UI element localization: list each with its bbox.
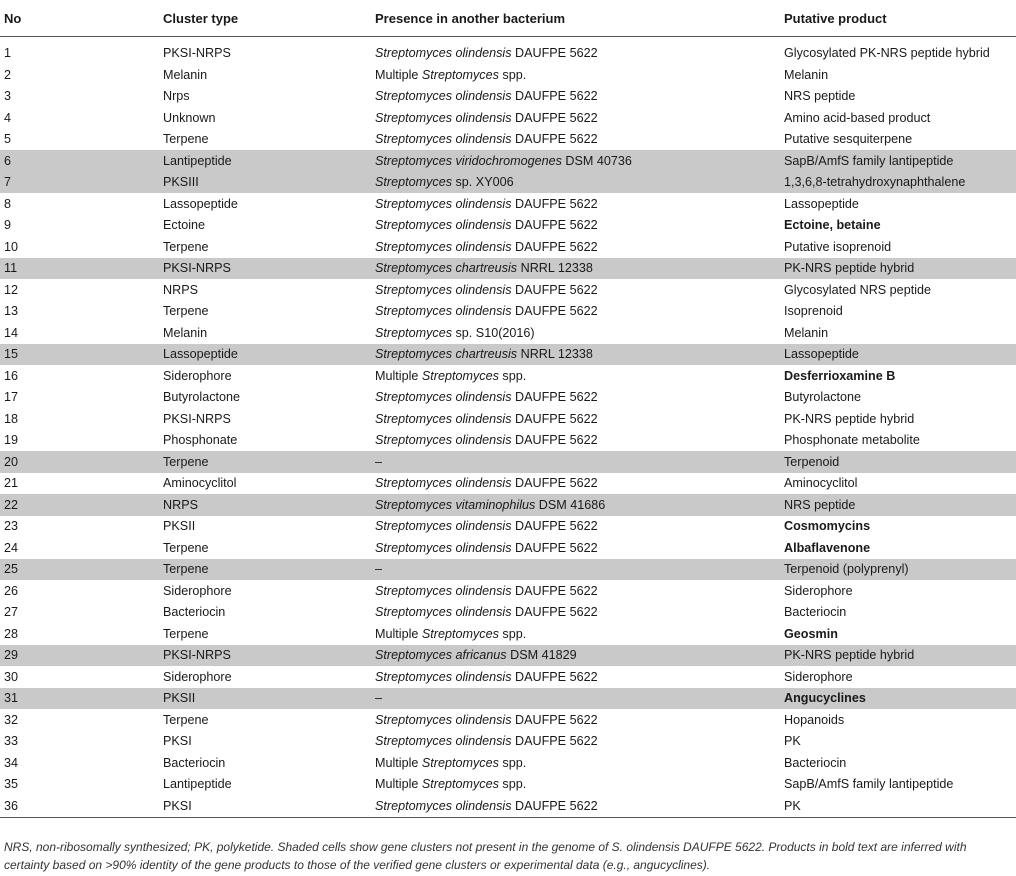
cell-no: 36 <box>0 795 163 817</box>
cell-no: 1 <box>4 45 12 60</box>
cell-product: NRS peptide <box>784 494 1016 516</box>
presence-prefix: Multiple <box>375 368 422 383</box>
cell-product: Siderophore <box>784 669 853 684</box>
species-name: Streptomyces <box>421 67 499 82</box>
strain-id: DAUFPE 5622 <box>511 476 598 491</box>
species-name: Streptomyces olindensis <box>375 218 512 233</box>
table-row <box>0 580 1016 602</box>
strain-id: DAUFPE 5622 <box>511 304 598 319</box>
table-row <box>0 344 1016 366</box>
strain-id: DAUFPE 5622 <box>511 196 598 211</box>
species-name: Streptomyces olindensis <box>375 476 512 491</box>
cell-no: 11 <box>0 258 163 280</box>
table-row <box>0 645 1016 667</box>
cell-cluster-type: NRPS <box>163 494 375 516</box>
strain-id: NRRL 12338 <box>517 347 593 362</box>
species-name: Streptomyces olindensis <box>375 110 512 125</box>
strain-id: spp. <box>498 67 527 82</box>
table-row <box>0 172 1016 194</box>
cell-no: 21 <box>4 476 19 491</box>
table-row <box>0 623 1016 645</box>
strain-id: DAUFPE 5622 <box>511 669 598 684</box>
species-name: Streptomyces olindensis <box>375 239 512 254</box>
table-footnote: NRS, non-ribosomally synthesized; PK, polyketide. Shaded cells show gene clusters not present in the genome of S. olindensis DAUFPE 5622. Products in bold text are inferred with certainty based on >90% identity of the gene products to those of the verified gene clusters or experimental data (e.g., angucyclines). <box>4 840 967 872</box>
species-name: Streptomyces olindensis <box>375 433 512 448</box>
cell-cluster-type: PKSI <box>163 795 375 817</box>
cell-no: 14 <box>4 325 19 340</box>
strain-id: spp. <box>498 368 527 383</box>
cell-presence <box>375 172 784 194</box>
cell-cluster-type: Butyrolactone <box>163 390 241 405</box>
strain-id: DAUFPE 5622 <box>511 110 598 125</box>
presence-prefix: Multiple <box>375 67 422 82</box>
species-name: Streptomyces <box>421 755 499 770</box>
cell-product: PK-NRS peptide hybrid <box>784 411 915 426</box>
table-row <box>0 559 1016 581</box>
cell-presence <box>375 236 784 258</box>
table-row <box>0 602 1016 624</box>
species-name: Streptomyces chartreusis <box>375 261 518 276</box>
species-name: Streptomyces viridochromogenes <box>375 153 562 168</box>
strain-id: DAUFPE 5622 <box>511 798 598 813</box>
cell-presence <box>375 365 784 387</box>
cell-product: Glycosylated PK-NRS peptide hybrid <box>784 45 990 60</box>
table-header-row <box>0 0 1016 37</box>
strain-id: DAUFPE 5622 <box>511 45 598 60</box>
species-name: Streptomyces africanus <box>375 648 507 663</box>
cell-cluster-type: PKSI-NRPS <box>163 645 375 667</box>
cell-product: Melanin <box>784 67 829 82</box>
strain-id: DAUFPE 5622 <box>511 89 598 104</box>
table-row <box>0 752 1016 774</box>
cell-cluster-type: Bacteriocin <box>163 755 226 770</box>
cell-product: PK-NRS peptide hybrid <box>784 258 1016 280</box>
cell-presence <box>375 580 784 602</box>
cell-no: 22 <box>0 494 163 516</box>
cell-presence <box>375 129 784 151</box>
cell-presence <box>375 258 784 280</box>
cell-product: Lassopeptide <box>784 196 859 211</box>
table-row <box>0 86 1016 108</box>
strain-id: NRRL 12338 <box>517 261 593 276</box>
cell-presence <box>375 37 784 65</box>
table-row <box>0 129 1016 151</box>
species-name: Streptomyces chartreusis <box>375 347 518 362</box>
species-name: Streptomyces olindensis <box>375 798 512 813</box>
cell-product: 1,3,6,8-tetrahydroxynaphthalene <box>784 172 1016 194</box>
table-row <box>0 666 1016 688</box>
cell-cluster-type: PKSI-NRPS <box>163 45 231 60</box>
strain-id: DAUFPE 5622 <box>511 282 598 297</box>
table-row <box>0 537 1016 559</box>
strain-id: DAUFPE 5622 <box>511 540 598 555</box>
cell-cluster-type: Aminocyclitol <box>163 476 237 491</box>
cell-presence <box>375 623 784 645</box>
cell-presence <box>375 322 784 344</box>
cell-product: NRS peptide <box>784 89 856 104</box>
cell-presence <box>375 279 784 301</box>
cell-cluster-type: Terpene <box>163 540 209 555</box>
cell-presence <box>375 430 784 452</box>
presence-prefix: Multiple <box>375 777 422 792</box>
cell-presence <box>375 86 784 108</box>
table-row <box>0 322 1016 344</box>
cell-cluster-type: Unknown <box>163 110 216 125</box>
table-row <box>0 494 1016 516</box>
cell-presence <box>375 150 784 172</box>
cell-presence <box>375 408 784 430</box>
cell-presence <box>375 64 784 86</box>
cell-product: Ectoine, betaine <box>784 218 881 233</box>
cell-no: 29 <box>0 645 163 667</box>
cell-no: 9 <box>4 218 12 233</box>
table-row <box>0 279 1016 301</box>
cell-cluster-type: Ectoine <box>163 218 206 233</box>
table-row <box>0 64 1016 86</box>
table-row <box>0 430 1016 452</box>
presence-prefix: Multiple <box>375 755 422 770</box>
cell-no: 30 <box>4 669 19 684</box>
cell-presence <box>375 494 784 516</box>
cell-product: Putative sesquiterpene <box>784 132 913 147</box>
strain-id: DSM 41829 <box>506 648 577 663</box>
cell-cluster-type: Nrps <box>163 89 190 104</box>
cell-presence <box>375 107 784 129</box>
cell-presence <box>375 215 784 237</box>
cell-cluster-type: PKSII <box>163 688 375 710</box>
cell-no: 27 <box>4 605 19 620</box>
cell-cluster-type: PKSI-NRPS <box>163 258 375 280</box>
cell-product: Terpenoid (polyprenyl) <box>784 559 1016 581</box>
table-row <box>0 215 1016 237</box>
cell-cluster-type: Siderophore <box>163 583 232 598</box>
cell-presence <box>375 387 784 409</box>
cell-cluster-type: Melanin <box>163 67 208 82</box>
cell-product: Amino acid-based product <box>784 110 931 125</box>
cell-cluster-type: Terpene <box>163 626 209 641</box>
cell-presence <box>375 537 784 559</box>
cell-product: Albaflavenone <box>784 540 871 555</box>
table-row <box>0 37 1016 65</box>
species-name: Streptomyces vitaminophilus <box>375 497 536 512</box>
cell-presence <box>375 795 784 817</box>
table-row <box>0 387 1016 409</box>
cell-cluster-type: Lassopeptide <box>163 344 375 366</box>
table-row <box>0 365 1016 387</box>
cell-presence <box>375 559 784 581</box>
cell-no: 7 <box>0 172 163 194</box>
cell-no: 2 <box>4 67 12 82</box>
table-row <box>0 731 1016 753</box>
cell-cluster-type: Siderophore <box>163 669 232 684</box>
cell-no: 33 <box>4 734 19 749</box>
species-name: Streptomyces <box>421 777 499 792</box>
species-name: Streptomyces olindensis <box>375 540 512 555</box>
presence-text: – <box>375 454 383 469</box>
strain-id: sp. XY006 <box>452 175 514 190</box>
cell-no: 35 <box>4 777 19 792</box>
strain-id: spp. <box>498 777 527 792</box>
header-cluster-type: Cluster type <box>163 0 375 37</box>
table-row <box>0 473 1016 495</box>
cell-no: 25 <box>0 559 163 581</box>
cell-product: Melanin <box>784 325 829 340</box>
table-row <box>0 408 1016 430</box>
strain-id: spp. <box>498 626 527 641</box>
cell-cluster-type: PKSI-NRPS <box>163 411 231 426</box>
cell-product: SapB/AmfS family lantipeptide <box>784 777 954 792</box>
cell-presence <box>375 774 784 796</box>
cell-no: 3 <box>4 89 12 104</box>
cell-no: 20 <box>0 451 163 473</box>
table-row <box>0 301 1016 323</box>
species-name: Streptomyces olindensis <box>375 734 512 749</box>
cell-cluster-type: Terpene <box>163 132 209 147</box>
cell-cluster-type: Lantipeptide <box>163 777 232 792</box>
cell-no: 32 <box>4 712 19 727</box>
cell-product: Hopanoids <box>784 712 845 727</box>
presence-text: – <box>375 691 383 706</box>
cell-presence <box>375 709 784 731</box>
species-name: Streptomyces olindensis <box>375 196 512 211</box>
cell-cluster-type: Melanin <box>163 325 208 340</box>
strain-id: DAUFPE 5622 <box>511 411 598 426</box>
presence-text: – <box>375 562 383 577</box>
cell-cluster-type: Terpene <box>163 304 209 319</box>
strain-id: DAUFPE 5622 <box>511 605 598 620</box>
cell-cluster-type: Phosphonate <box>163 433 238 448</box>
cell-presence <box>375 473 784 495</box>
table-row <box>0 688 1016 710</box>
table-row <box>0 516 1016 538</box>
cell-product: Isoprenoid <box>784 304 843 319</box>
strain-id: DAUFPE 5622 <box>511 239 598 254</box>
cell-no: 19 <box>4 433 19 448</box>
cell-product: Aminocyclitol <box>784 476 858 491</box>
header-product: Putative product <box>784 0 1016 37</box>
strain-id: sp. S10(2016) <box>452 325 535 340</box>
header-no: No <box>0 0 163 37</box>
species-name: Streptomyces olindensis <box>375 669 512 684</box>
cell-no: 18 <box>4 411 19 426</box>
cell-product: Geosmin <box>784 626 838 641</box>
cell-presence <box>375 688 784 710</box>
cell-no: 31 <box>0 688 163 710</box>
cell-product: Angucyclines <box>784 688 1016 710</box>
cell-cluster-type: PKSIII <box>163 172 375 194</box>
cell-presence <box>375 344 784 366</box>
species-name: Streptomyces olindensis <box>375 411 512 426</box>
cell-no: 10 <box>4 239 19 254</box>
cell-no: 17 <box>4 390 19 405</box>
strain-id: DAUFPE 5622 <box>511 583 598 598</box>
cell-product: PK-NRS peptide hybrid <box>784 645 1016 667</box>
cell-product: Desferrioxamine B <box>784 368 896 383</box>
cell-presence <box>375 602 784 624</box>
cell-no: 6 <box>0 150 163 172</box>
strain-id: DAUFPE 5622 <box>511 519 598 534</box>
header-presence: Presence in another bacterium <box>375 0 784 37</box>
strain-id: DSM 40736 <box>561 153 632 168</box>
cell-presence <box>375 752 784 774</box>
cell-product: Lassopeptide <box>784 344 1016 366</box>
cell-presence <box>375 301 784 323</box>
cell-product: Bacteriocin <box>784 755 847 770</box>
cell-product: SapB/AmfS family lantipeptide <box>784 150 1016 172</box>
table-row <box>0 774 1016 796</box>
cell-no: 16 <box>4 368 19 383</box>
table-row <box>0 236 1016 258</box>
cell-presence <box>375 666 784 688</box>
cell-product: Putative isoprenoid <box>784 239 892 254</box>
strain-id: spp. <box>498 755 527 770</box>
cell-no: 5 <box>4 132 12 147</box>
cell-cluster-type: Terpene <box>163 712 209 727</box>
table-row <box>0 193 1016 215</box>
species-name: Streptomyces <box>421 368 499 383</box>
species-name: Streptomyces olindensis <box>375 132 512 147</box>
cell-presence <box>375 451 784 473</box>
cell-cluster-type: NRPS <box>163 282 198 297</box>
cell-no: 23 <box>4 519 19 534</box>
cell-product: Phosphonate metabolite <box>784 433 920 448</box>
cell-cluster-type: Lassopeptide <box>163 196 238 211</box>
presence-prefix: Multiple <box>375 626 422 641</box>
species-name: Streptomyces olindensis <box>375 304 512 319</box>
strain-id: DAUFPE 5622 <box>511 734 598 749</box>
strain-id: DAUFPE 5622 <box>511 218 598 233</box>
cell-no: 15 <box>0 344 163 366</box>
cell-presence <box>375 731 784 753</box>
cell-product: Glycosylated NRS peptide <box>784 282 931 297</box>
table-body <box>0 37 1016 818</box>
strain-id: DAUFPE 5622 <box>511 433 598 448</box>
cell-product: Terpenoid <box>784 451 1016 473</box>
cell-cluster-type: PKSI <box>163 734 192 749</box>
cell-cluster-type: PKSII <box>163 519 196 534</box>
cell-product: Butyrolactone <box>784 390 862 405</box>
cell-cluster-type: Siderophore <box>163 368 232 383</box>
cell-no: 8 <box>4 196 12 211</box>
cell-product: PK <box>784 795 1016 817</box>
cell-cluster-type: Terpene <box>163 451 375 473</box>
species-name: Streptomyces <box>421 626 499 641</box>
table-row <box>0 150 1016 172</box>
species-name: Streptomyces olindensis <box>375 89 512 104</box>
cell-no: 28 <box>4 626 19 641</box>
species-name: Streptomyces olindensis <box>375 519 512 534</box>
cell-product: PK <box>784 734 801 749</box>
cell-product: Siderophore <box>784 583 853 598</box>
cell-presence <box>375 645 784 667</box>
strain-id: DAUFPE 5622 <box>511 390 598 405</box>
strain-id: DAUFPE 5622 <box>511 712 598 727</box>
strain-id: DAUFPE 5622 <box>511 132 598 147</box>
cell-no: 13 <box>4 304 19 319</box>
table-row <box>0 107 1016 129</box>
cell-presence <box>375 193 784 215</box>
species-name: Streptomyces olindensis <box>375 583 512 598</box>
cell-no: 26 <box>4 583 19 598</box>
species-name: Streptomyces olindensis <box>375 45 512 60</box>
species-name: Streptomyces <box>375 175 452 190</box>
cell-no: 24 <box>4 540 19 555</box>
cell-product: Cosmomycins <box>784 519 871 534</box>
table-row <box>0 258 1016 280</box>
species-name: Streptomyces olindensis <box>375 282 512 297</box>
species-name: Streptomyces olindensis <box>375 390 512 405</box>
table-row <box>0 709 1016 731</box>
table-row <box>0 451 1016 473</box>
species-name: Streptomyces olindensis <box>375 712 512 727</box>
cell-cluster-type: Terpene <box>163 559 375 581</box>
cell-cluster-type: Lantipeptide <box>163 150 375 172</box>
cell-no: 34 <box>4 755 19 770</box>
cell-cluster-type: Bacteriocin <box>163 605 226 620</box>
species-name: Streptomyces <box>375 325 452 340</box>
species-name: Streptomyces olindensis <box>375 605 512 620</box>
cell-presence <box>375 516 784 538</box>
table-row <box>0 795 1016 817</box>
cell-product: Bacteriocin <box>784 605 847 620</box>
cell-no: 12 <box>4 282 19 297</box>
strain-id: DSM 41686 <box>535 497 606 512</box>
cell-cluster-type: Terpene <box>163 239 209 254</box>
cell-no: 4 <box>4 110 12 125</box>
